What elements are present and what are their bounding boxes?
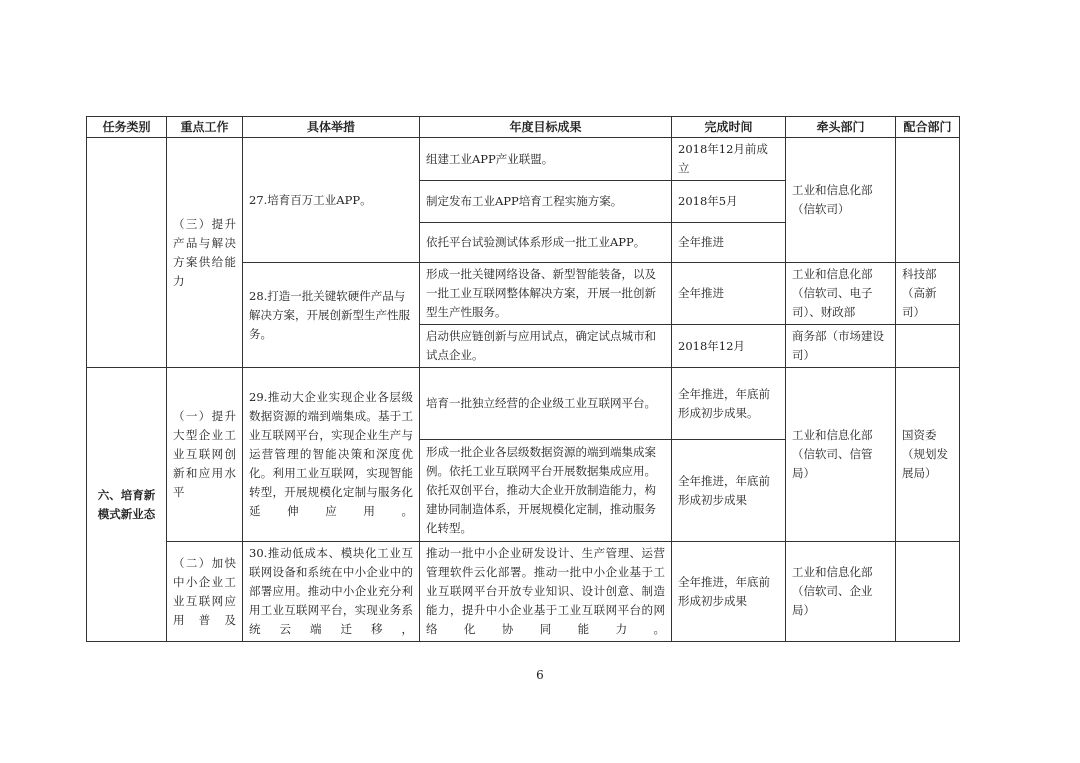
goal-cell: 组建工业APP产业联盟。 (420, 138, 672, 181)
key-work-cell: （三）提升产品与解决方案供给能力 (167, 138, 243, 368)
time-cell: 2018年12月前成立 (672, 138, 786, 181)
time-cell: 2018年5月 (672, 181, 786, 223)
key-work-cell: （二）加快中小企业工业互联网应用普及 (167, 542, 243, 642)
coop-dept-cell: 科技部（高新司） (896, 263, 960, 325)
table-header-row (87, 117, 960, 138)
coop-dept-cell: 国资委（规划发展局） (896, 368, 960, 542)
goal-cell: 形成一批关键网络设备、新型智能装备，以及一批工业互联网整体解决方案，开展一批创新型生产性服务。 (420, 263, 672, 325)
time-cell: 全年推进，年底前形成初步成果 (672, 440, 786, 542)
header-cell: 配合部门 (896, 117, 960, 138)
coop-dept-cell (896, 542, 960, 642)
coop-dept-cell (896, 138, 960, 263)
header-cell: 年度目标成果 (420, 117, 672, 138)
header-cell: 任务类别 (87, 117, 167, 138)
measure-cell: 27.培育百万工业APP。 (243, 138, 420, 263)
lead-dept-cell: 工业和信息化部（信软司） (786, 138, 896, 263)
time-cell: 全年推进，年底前形成初步成果。 (672, 368, 786, 440)
measure-cell: 30.推动低成本、模块化工业互联网设备和系统在中小企业中的部署应用。推动中小企业充分利用工业互联网平台，实现业务系统云端迁移， (243, 542, 420, 642)
time-cell: 2018年12月 (672, 325, 786, 368)
measure-cell: 29.推动大企业实现企业各层级数据资源的端到端集成。基于工业互联网平台，实现企业生产与运营管理的智能决策和深度优化。利用工业互联网，实现智能转型，开展规模化定制与服务化延伸应用。 (243, 368, 420, 542)
lead-dept-cell: 商务部（市场建设司） (786, 325, 896, 368)
coop-dept-cell (896, 325, 960, 368)
goal-cell: 启动供应链创新与应用试点，确定试点城市和试点企业。 (420, 325, 672, 368)
page-number: 6 (536, 668, 544, 682)
goal-cell: 形成一批企业各层级数据资源的端到端集成案例。依托工业互联网平台开展数据集成应用。依托双创平台，推动大企业开放制造能力，构建协同制造体系，开展规模化定制，推动服务化转型。 (420, 440, 672, 542)
header-cell: 牵头部门 (786, 117, 896, 138)
table-row (87, 138, 960, 181)
header-cell: 重点工作 (167, 117, 243, 138)
goal-cell: 推动一批中小企业研发设计、生产管理、运营管理软件云化部署。推动一批中小企业基于工业互联网平台开放专业知识、设计创意、制造能力，提升中小企业基于工业互联网平台的网络化协同能力。 (420, 542, 672, 642)
time-cell: 全年推进，年底前形成初步成果 (672, 542, 786, 642)
lead-dept-cell: 工业和信息化部（信软司、企业局） (786, 542, 896, 642)
time-cell: 全年推进 (672, 223, 786, 263)
plan-table (86, 116, 960, 642)
goal-cell: 制定发布工业APP培育工程实施方案。 (420, 181, 672, 223)
header-cell: 具体举措 (243, 117, 420, 138)
measure-cell: 28.打造一批关键软硬件产品与解决方案，开展创新型生产性服务。 (243, 263, 420, 368)
category-cell (87, 138, 167, 368)
time-cell: 全年推进 (672, 263, 786, 325)
table-row (87, 542, 960, 642)
category-cell: 六、培育新模式新业态 (87, 368, 167, 642)
header-cell: 完成时间 (672, 117, 786, 138)
lead-dept-cell: 工业和信息化部（信软司、电子司）、财政部 (786, 263, 896, 325)
table-row (87, 368, 960, 440)
goal-cell: 培育一批独立经营的企业级工业互联网平台。 (420, 368, 672, 440)
goal-cell: 依托平台试验测试体系形成一批工业APP。 (420, 223, 672, 263)
key-work-cell: （一）提升大型企业工业互联网创新和应用水平 (167, 368, 243, 542)
lead-dept-cell: 工业和信息化部（信软司、信管局） (786, 368, 896, 542)
